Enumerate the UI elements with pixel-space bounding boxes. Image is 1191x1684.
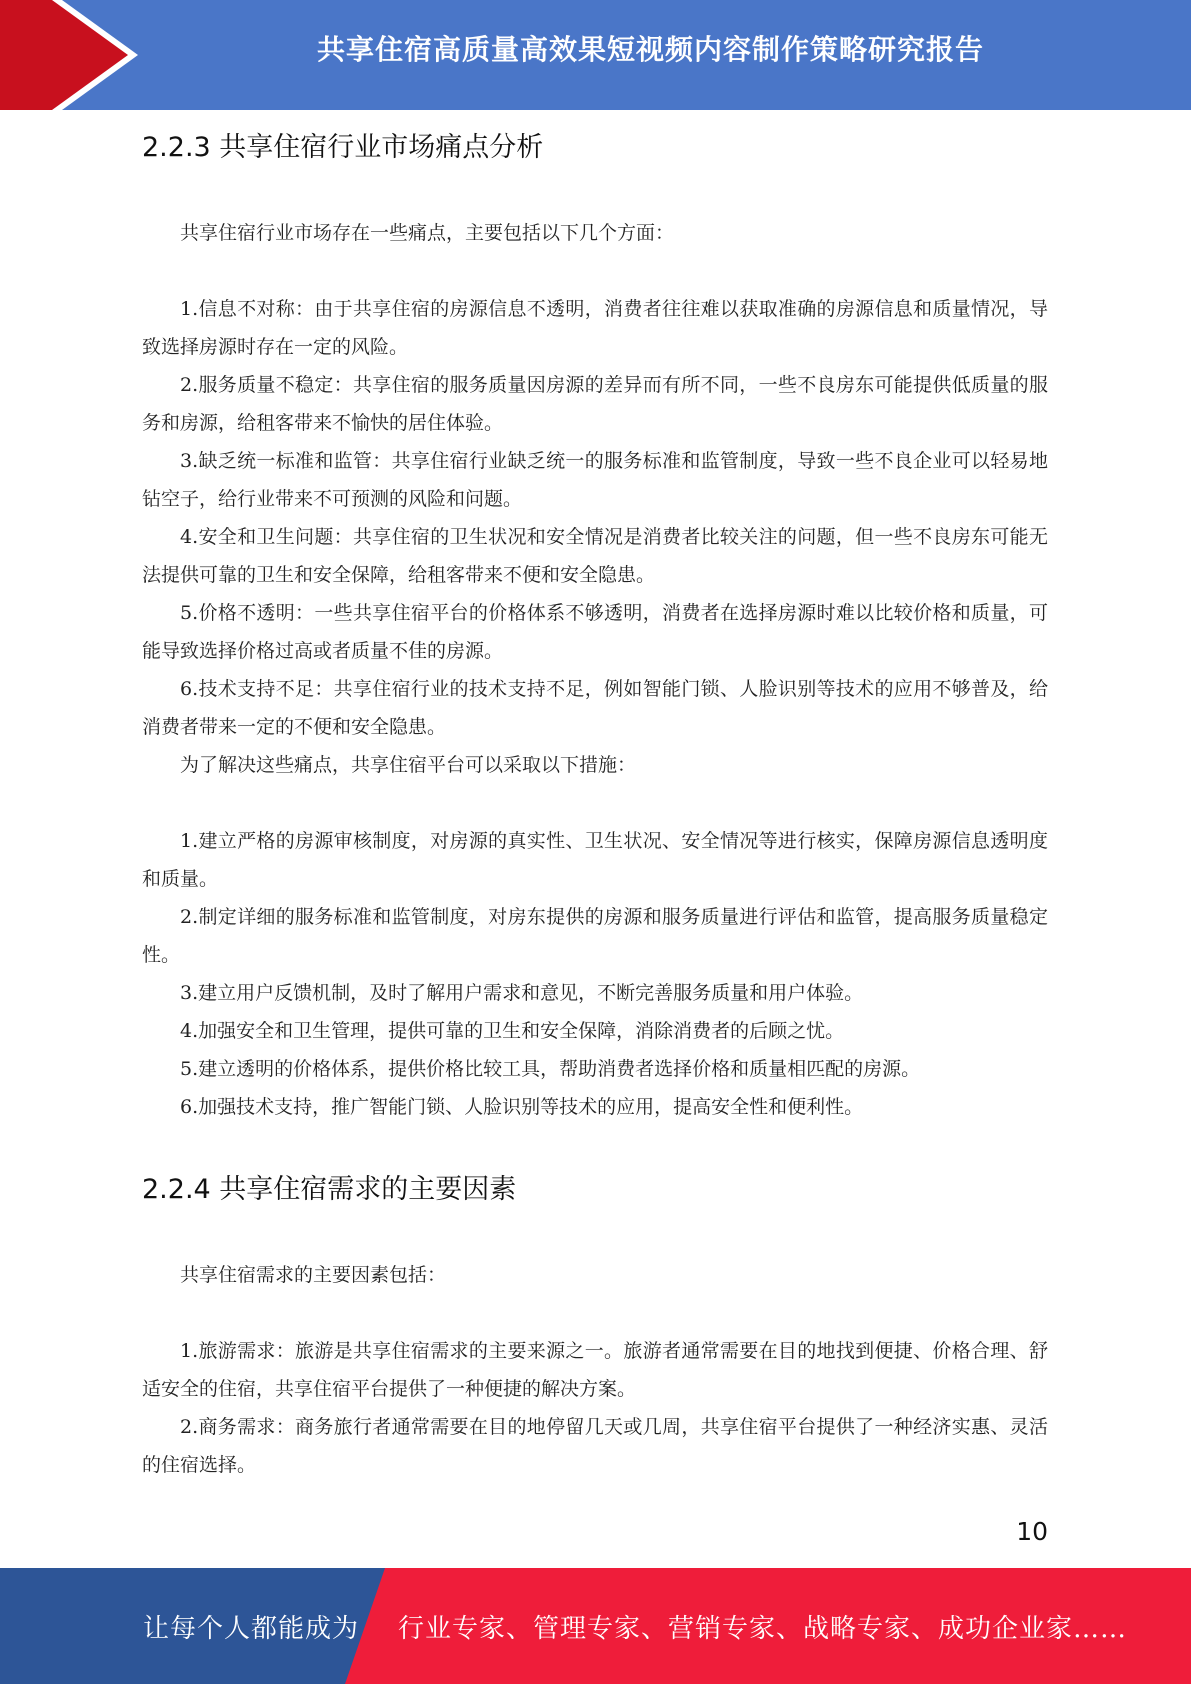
footer-slogan-left: 让每个人都能成为	[143, 1614, 360, 1644]
report-title: 共享住宿高质量高效果短视频内容制作策略研究报告	[316, 33, 984, 66]
list-item: 4.加强安全和卫生管理，提供可靠的卫生和安全保障，消除消费者的后顾之忧。	[180, 1020, 845, 1042]
list-item: 1.旅游需求：旅游是共享住宿需求的主要来源之一。旅游者通常需要在目的地找到便捷、价格合理、舒适安全的住宿，共享住宿平台提供了一种便捷的解决方案。	[142, 1340, 1048, 1400]
list-item: 5.价格不透明：一些共享住宿平台的价格体系不够透明，消费者在选择房源时难以比较价格和质量，可能导致选择价格过高或者质量不佳的房源。	[142, 602, 1048, 662]
list-item: 2.制定详细的服务标准和监管制度，对房东提供的房源和服务质量进行评估和监管，提高服务质量稳定性。	[142, 906, 1048, 966]
list-item: 2.商务需求：商务旅行者通常需要在目的地停留几天或几周，共享住宿平台提供了一种经济实惠、灵活的住宿选择。	[142, 1416, 1048, 1476]
page-number: 10	[1016, 1517, 1048, 1546]
list-item: 1.信息不对称：由于共享住宿的房源信息不透明，消费者往往难以获取准确的房源信息和质量情况，导致选择房源时存在一定的风险。	[142, 298, 1048, 358]
header-arrow-decoration	[0, 0, 160, 110]
list-item: 5.建立透明的价格体系，提供价格比较工具，帮助消费者选择价格和质量相匹配的房源。	[180, 1058, 921, 1080]
list-item: 1.建立严格的房源审核制度，对房源的真实性、卫生状况、安全情况等进行核实，保障房源信息透明度和质量。	[142, 830, 1048, 890]
list-item: 3.建立用户反馈机制，及时了解用户需求和意见，不断完善服务质量和用户体验。	[180, 982, 864, 1004]
measures-intro: 为了解决这些痛点，共享住宿平台可以采取以下措施：	[180, 754, 637, 776]
list-item: 6.技术支持不足：共享住宿行业的技术支持不足，例如智能门锁、人脸识别等技术的应用不够普及，给消费者带来一定的不便和安全隐患。	[142, 678, 1048, 738]
section-heading: 2.2.4 共享住宿需求的主要因素	[142, 1174, 517, 1205]
footer-slogan-right: 行业专家、管理专家、营销专家、战略专家、成功企业家……	[398, 1614, 1128, 1644]
list-item: 2.服务质量不稳定：共享住宿的服务质量因房源的差异而有所不同，一些不良房东可能提供低质量的服务和房源，给租客带来不愉快的居住体验。	[142, 374, 1048, 434]
section-intro: 共享住宿行业市场存在一些痛点，主要包括以下几个方面：	[180, 222, 675, 244]
section-heading: 2.2.3 共享住宿行业市场痛点分析	[142, 132, 544, 163]
page-footer	[0, 1568, 1191, 1684]
list-item: 4.安全和卫生问题：共享住宿的卫生状况和安全情况是消费者比较关注的问题，但一些不良房东可能无法提供可靠的卫生和安全保障，给租客带来不便和安全隐患。	[142, 526, 1048, 586]
page-content	[142, 118, 1048, 1484]
page-header	[0, 0, 1191, 110]
list-item: 3.缺乏统一标准和监管：共享住宿行业缺乏统一的服务标准和监管制度，导致一些不良企业可以轻易地钻空子，给行业带来不可预测的风险和问题。	[142, 450, 1048, 510]
list-item: 6.加强技术支持，推广智能门锁、人脸识别等技术的应用，提高安全性和便利性。	[180, 1096, 864, 1118]
section-intro: 共享住宿需求的主要因素包括：	[180, 1264, 447, 1286]
